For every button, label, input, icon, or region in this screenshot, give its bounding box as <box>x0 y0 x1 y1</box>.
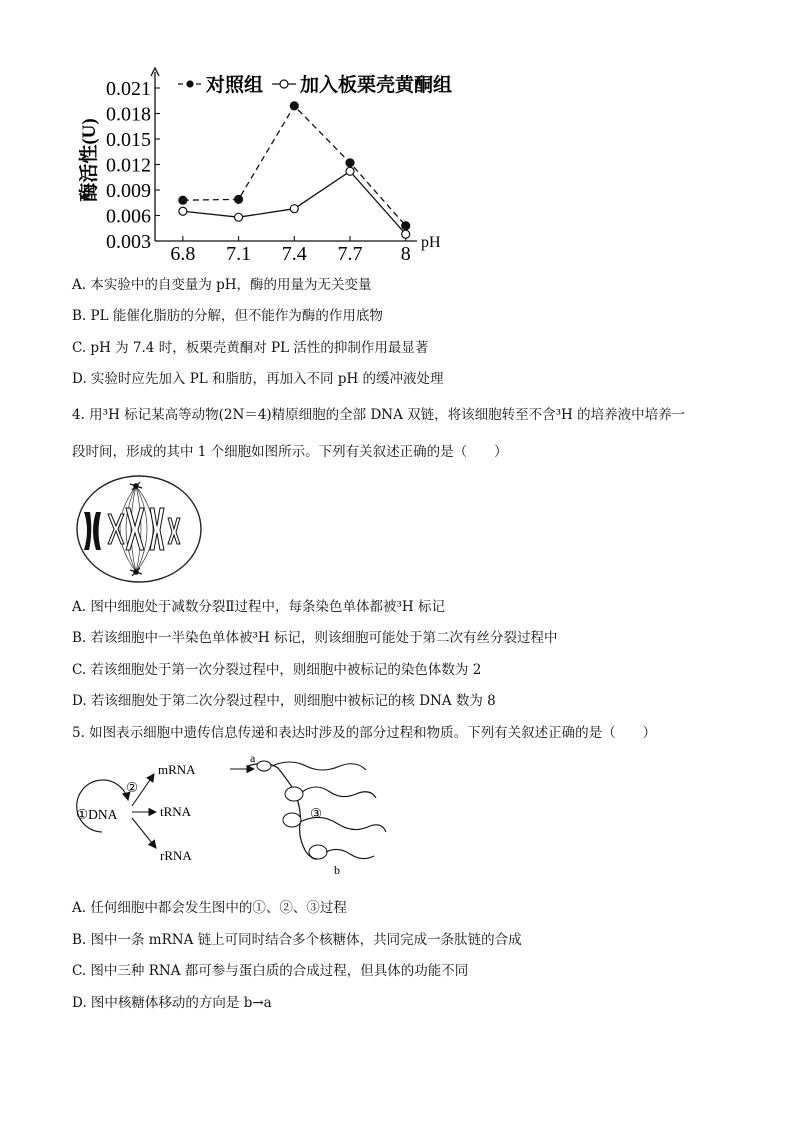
x-tick-label: 7.1 <box>226 243 252 265</box>
q5-stem: 5. 如图表示细胞中遗传信息传递和表达时涉及的部分过程和物质。下列有关叙述正确的是（ ） <box>72 725 657 741</box>
gene-expression-diagram <box>70 752 400 882</box>
b-label: b <box>334 863 340 877</box>
cell-division-diagram <box>74 474 204 584</box>
data-point <box>179 196 187 204</box>
dna-label: ①DNA <box>76 807 118 822</box>
y-tick-label: 0.003 <box>106 231 151 253</box>
y-tick-label: 0.006 <box>106 205 151 228</box>
step-3-label: ③ <box>310 806 323 821</box>
q4-option-c: C. 若该细胞处于第一次分裂过程中，则细胞中被标记的染色体数为 2 <box>72 662 482 678</box>
q5-option-d: D. 图中核糖体移动的方向是 b→a <box>72 995 272 1011</box>
series-line-2 <box>183 171 406 234</box>
legend-marker-treatment <box>280 80 288 88</box>
data-point <box>346 167 354 175</box>
legend-marker-control <box>186 80 193 87</box>
polypeptides <box>272 762 386 859</box>
q4-option-a: A. 图中细胞处于减数分裂Ⅱ过程中，每条染色单体都被³H 标记 <box>72 599 445 615</box>
y-axis-label: 酶活性(U) <box>79 118 100 202</box>
y-tick-label: 0.018 <box>106 103 151 126</box>
q3-option-c: C. pH 为 7.4 时，板栗壳黄酮对 PL 活性的抑制作用最显著 <box>72 340 429 356</box>
q5-option-b: B. 图中一条 mRNA 链上可同时结合多个核糖体，共同完成一条肽链的合成 <box>72 932 522 948</box>
data-point <box>179 207 187 215</box>
rrna-label: rRNA <box>160 848 192 863</box>
trna-label: tRNA <box>160 804 192 819</box>
data-point <box>402 222 410 230</box>
x-tick-label: 8 <box>400 243 411 265</box>
q3-option-d: D. 实验时应先加入 PL 和脂肪，再加入不同 pH 的缓冲液处理 <box>72 371 444 387</box>
x-tick-label: 7.4 <box>281 243 307 265</box>
data-point <box>235 195 243 203</box>
y-tick-label: 0.021 <box>106 78 151 100</box>
y-tick-label: 0.009 <box>106 180 151 202</box>
enzyme-activity-chart <box>0 0 794 270</box>
y-tick-label: 0.012 <box>106 154 151 177</box>
data-point <box>290 205 298 213</box>
q5-option-c: C. 图中三种 RNA 都可参与蛋白质的合成过程，但具体的功能不同 <box>72 963 469 979</box>
y-tick-label: 0.015 <box>106 129 151 151</box>
data-point <box>235 213 243 221</box>
x-tick-label: 6.8 <box>170 243 196 265</box>
q4-stem-line2: 段时间，形成的其中 1 个细胞如图所示。下列有关叙述正确的是（ ） <box>72 444 508 460</box>
q3-option-a: A. 本实验中的自变量为 pH，酶的用量为无关变量 <box>72 277 372 293</box>
q4-option-d: D. 若该细胞处于第二次分裂过程中，则细胞中被标记的核 DNA 数为 8 <box>72 693 496 709</box>
q5-option-a: A. 任何细胞中都会发生图中的①、②、③过程 <box>72 900 347 916</box>
legend-label-treatment: 加入板栗壳黄酮组 <box>300 75 453 96</box>
data-point <box>402 230 410 238</box>
data-point <box>290 102 298 110</box>
q4-stem-line1: 4. 用³H 标记某高等动物(2N＝4)精原细胞的全部 DNA 双链，将该细胞转至不含³H 的培养液中培养一 <box>72 407 686 423</box>
data-point <box>346 159 354 167</box>
step-2-label: ② <box>126 780 139 795</box>
x-tick-label: 7.7 <box>337 243 363 265</box>
a-label: a <box>250 752 256 765</box>
q3-option-b: B. PL 能催化脂肪的分解，但不能作为酶的作用底物 <box>72 308 383 324</box>
x-axis-label: pH <box>421 234 441 251</box>
legend-label-control: 对照组 <box>206 75 264 96</box>
mrna-label: mRNA <box>158 762 196 777</box>
q4-option-b: B. 若该细胞中一半染色单体被³H 标记，则该细胞可能处于第二次有丝分裂过程中 <box>72 630 558 646</box>
